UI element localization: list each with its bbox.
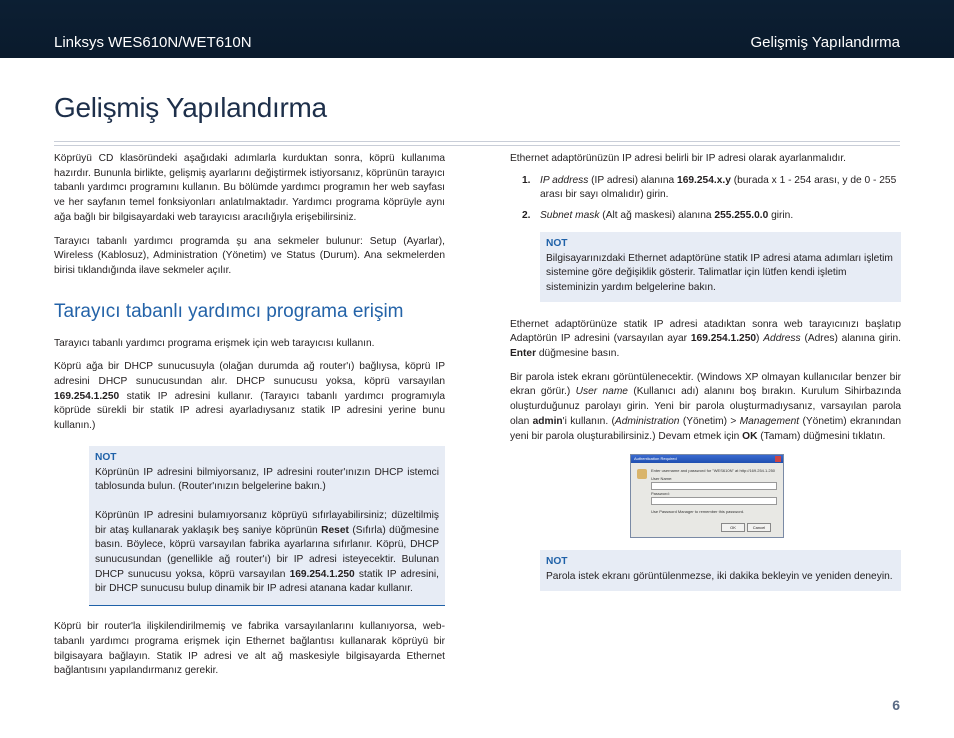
header-product-name: Linksys WES610N/WET610N bbox=[54, 34, 252, 51]
left-column bbox=[54, 152, 445, 688]
list-item: 1. IP address (IP adresi) alanına 169.254.x.y (burada x 1 - 254 arası, y de 0 - 255 arası bir sayı olmalıdır) girin. bbox=[522, 174, 897, 201]
title-rule-bottom bbox=[54, 145, 900, 146]
dialog-checkbox-label: Use Password Manager to remember this password. bbox=[651, 509, 745, 515]
note-box-password bbox=[540, 550, 901, 590]
dialog-pass-field bbox=[651, 497, 777, 505]
adapter-paragraph: Ethernet adaptörünüzün IP adresi belirli bir IP adresi olarak ayarlanmalıdır. bbox=[510, 153, 846, 164]
title-rule-top bbox=[54, 141, 900, 142]
list-item: 2. Subnet mask (Alt ağ maskesi) alanına 255.255.0.0 girin. bbox=[522, 210, 794, 222]
dialog-user-label: User Name: bbox=[651, 476, 673, 482]
password-paragraph: Bir parola istek ekranı görüntülenecektir. (Windows XP olmayan kullanıcılar benzer bir ekran görür.) User name (Kullanıcı adı) alanını boş bırakın. Kurulum Sihirbazında oluşturduğunuz parolayı girin. Yeni bir parola oluşturmadıysanız, varsayılan parola olan admin'i kullanın. (Administration (Yönetim) > Management (Yönetim) ekranından yeni bir parola oluşturabilirsiniz.) Devam etmek için OK (Tamam) düğmesini tıklatın. bbox=[510, 371, 901, 442]
page-header bbox=[0, 0, 954, 58]
dhcp-paragraph: Köprü ağa bir DHCP sunucusuyla (olağan durumda ağ router'ı) bağlıysa, köprü IP adresini DHCP sunucusundan alır. DHCP sunucusu yoksa, köprü varsayılan 169.254.1.250 statik IP adresini kullanır. (Tarayıcı tabanlı yardımcı programıyla köprüde sürekli bir statik IP adresi ayarladıysanız statik IP adresini yerine bunu kullanın.) bbox=[54, 361, 445, 432]
dialog-user-field bbox=[651, 482, 777, 490]
note-box-ip bbox=[89, 446, 445, 606]
note-title: NOT bbox=[546, 237, 568, 249]
auth-dialog-screenshot bbox=[630, 454, 784, 538]
note-title: NOT bbox=[95, 451, 117, 463]
note-text: Bilgisayarınızdaki Ethernet adaptörüne statik IP adresi atama adımları işletim sistemine göre değişiklik gösterir. Talimatlar için lütfen kendi işletim sisteminizin yardım belgelerine bakın. bbox=[546, 252, 893, 293]
close-icon bbox=[775, 456, 781, 462]
intro-paragraph: Köprüyü CD klasöründeki aşağıdaki adımlarla kurduktan sonra, köprü kullanıma hazırdır. Bununla birlikte, gelişmiş ayarlarını değiştirmek istiyorsanız, köprünün tarayıcı tabanlı yardımcı programını kullanın. Bu bölümde yardımcı programın her web sayfası ve her sayfanın temel fonksiyonları anlatılmaktadır. Yardımcı programa köprüyle aynı ağa bağlı bir bilgisayardaki web tarayıcısı aracılığıyla erişebilirsiniz. bbox=[54, 153, 445, 223]
section-heading: Tarayıcı tabanlı yardımcı programa erişim bbox=[54, 300, 404, 322]
dialog-ok-button: OK bbox=[721, 523, 745, 532]
lock-icon bbox=[637, 469, 647, 479]
dialog-pass-label: Password: bbox=[651, 491, 670, 497]
ethernet-paragraph: Köprü bir router'la ilişkilendirilmemiş ve fabrika varsayılanlarını kullanıyorsa, web-tabanlı yardımcı programa erişmek için Ethernet bağlantısı kullanarak köprüyü bir bilgisayara bağlayın. Statik IP adresi ve alt ağ maskesiyle bilgisayarda Ethernet bağlantısını yapılandırmanız gerekir. bbox=[54, 621, 445, 677]
browser-paragraph: Ethernet adaptörünüze statik IP adresi atadıktan sonra web tarayıcınızı başlatıp Adaptörün IP adresini (varsayılan ayar 169.254.1.250) Address (Adres) alanına girin. Enter düğmesine basın. bbox=[510, 318, 901, 360]
dialog-title: Authentication Required bbox=[631, 455, 783, 463]
note-reset-text: Köprünün IP adresini bulamıyorsanız köprüyü sıfırlayabilirsiniz; düzeltilmiş bir ataş kullanarak yaklaşık beş saniye köprünün Reset (Sıfırla) düğmesine basın. Böylece, köprü varsayılan fabrika ayarlarına sıfırlanır. Köprü, DHCP sunucusundan (genellikle ağ router'ı) bir IP adresi isteyecektir. Bulunan DHCP sunucusu yoksa, köprü varsayılan 169.254.1.250 statik IP adresini, bir DHCP sunucusu bulup dinamik bir IP adresi atanana kadar kullanır. bbox=[95, 509, 439, 595]
page-title: Gelişmiş Yapılandırma bbox=[54, 92, 327, 123]
dialog-message: Enter username and password for "WES610N" at http://169.254.1.250 bbox=[651, 468, 776, 474]
note-box-adapter bbox=[540, 232, 901, 302]
page-number: 6 bbox=[892, 697, 900, 713]
header-section-title: Gelişmiş Yapılandırma bbox=[750, 34, 900, 51]
steps-list bbox=[510, 174, 901, 224]
access-paragraph: Tarayıcı tabanlı yardımcı programa erişmek için web tarayıcısı kullanın. bbox=[54, 337, 375, 349]
dialog-cancel-button: Cancel bbox=[747, 523, 771, 532]
note-text: Parola istek ekranı görüntülenmezse, iki dakika bekleyin ve yeniden deneyin. bbox=[546, 570, 893, 582]
right-column bbox=[510, 152, 901, 607]
note-title: NOT bbox=[546, 556, 568, 568]
tabs-paragraph: Tarayıcı tabanlı yardımcı programda şu ana sekmeler bulunur: Setup (Ayarlar), Wireless (Kablosuz), Administration (Yönetim) ve Status (Durum). Ana sekmelerden birisi tıklandığında ilave sekmeler açılır. bbox=[54, 235, 445, 276]
note-text: Köprünün IP adresini bilmiyorsanız, IP adresini router'ınızın DHCP istemci tablosunda bulun. (Router'ınızın belgelerine bakın.) bbox=[95, 466, 439, 493]
